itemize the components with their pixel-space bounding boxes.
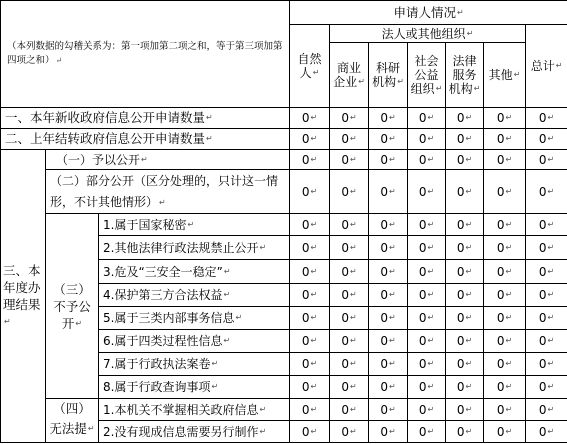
cell: 0↵	[484, 214, 526, 236]
cell: 0↵	[526, 170, 567, 214]
cell: 0↵	[330, 129, 369, 150]
cell: 0↵	[330, 150, 369, 170]
cell: 0↵	[290, 150, 330, 170]
cell: 0↵	[446, 150, 484, 170]
social-header: 社会公益组织↵	[408, 43, 446, 108]
cell: 0↵	[290, 214, 330, 236]
cell: 0↵	[330, 330, 369, 353]
row-label: 5.属于三类内部事务信息↵	[99, 307, 290, 330]
cell: 0↵	[369, 214, 408, 236]
cell: 0↵	[408, 330, 446, 353]
cell: 0↵	[369, 260, 408, 284]
cell: 0↵	[446, 330, 484, 353]
cell: 0↵	[330, 236, 369, 260]
cell: 0↵	[290, 376, 330, 399]
cell: 0↵	[369, 307, 408, 330]
cell: 0↵	[330, 307, 369, 330]
cell: 0↵	[408, 236, 446, 260]
row-label: 8.属于行政查询事项↵	[99, 376, 290, 399]
table-row	[1, 150, 567, 170]
cell: 0↵	[408, 260, 446, 284]
table-row	[1, 108, 567, 129]
cell: 0↵	[526, 108, 567, 129]
row-label: 4.保护第三方合法权益↵	[99, 284, 290, 307]
row-label: （一）予以公开↵	[46, 150, 290, 170]
cell: 0↵	[526, 330, 567, 353]
total-header: 总计↵	[526, 25, 567, 108]
cell: 0↵	[369, 421, 408, 443]
cell: 0↵	[484, 150, 526, 170]
cell: 0↵	[330, 214, 369, 236]
cell: 0↵	[330, 284, 369, 307]
table-row	[1, 170, 567, 214]
cell: 0↵	[446, 170, 484, 214]
cell: 0↵	[484, 108, 526, 129]
row-label: 2.其他法律行政法规禁止公开↵	[99, 236, 290, 260]
natural-person-header: 自然人↵	[290, 25, 330, 108]
cell: 0↵	[446, 108, 484, 129]
cell: 0↵	[526, 307, 567, 330]
row-label: 2.没有现成信息需要另行制作↵	[99, 421, 290, 443]
cell: 0↵	[446, 307, 484, 330]
cell: 0↵	[526, 421, 567, 443]
cell: 0↵	[290, 307, 330, 330]
cell: 0↵	[369, 399, 408, 421]
cell: 0↵	[484, 260, 526, 284]
cell: 0↵	[484, 353, 526, 376]
cell: 0↵	[446, 214, 484, 236]
cell: 0↵	[484, 170, 526, 214]
cell: 0↵	[526, 260, 567, 284]
applicant-info-header: 申请人情况↵	[290, 1, 567, 25]
cell: 0↵	[446, 421, 484, 443]
cell: 0↵	[290, 284, 330, 307]
cell: 0↵	[484, 330, 526, 353]
cell: 0↵	[484, 129, 526, 150]
research-header: 科研机构↵	[369, 43, 408, 108]
cell: 0↵	[408, 150, 446, 170]
cell: 0↵	[446, 376, 484, 399]
cell: 0↵	[408, 214, 446, 236]
withhold-category-label: （三）不予公开↵	[46, 214, 99, 399]
cell: 0↵	[369, 284, 408, 307]
table-row	[1, 129, 567, 150]
other-header: 其他↵	[484, 43, 526, 108]
cell: 0↵	[526, 353, 567, 376]
cell: 0↵	[446, 129, 484, 150]
cell: 0↵	[290, 236, 330, 260]
row-label: 1.属于国家秘密↵	[99, 214, 290, 236]
row-label: 1.本机关不掌握相关政府信息↵	[99, 399, 290, 421]
cell: 0↵	[408, 353, 446, 376]
row-label: 3.危及“三安全一稳定”↵	[99, 260, 290, 284]
table-row	[1, 399, 567, 421]
cell: 0↵	[484, 284, 526, 307]
cell: 0↵	[369, 150, 408, 170]
legal-other-header: 法人或其他组织↵	[330, 25, 526, 43]
cell: 0↵	[408, 307, 446, 330]
legal-service-header: 法律服务机构↵	[446, 43, 484, 108]
row-label: 6.属于四类过程性信息↵	[99, 330, 290, 353]
cell: 0↵	[290, 330, 330, 353]
cell: 0↵	[408, 399, 446, 421]
cell: 0↵	[484, 421, 526, 443]
cell: 0↵	[484, 307, 526, 330]
cell: 0↵	[484, 376, 526, 399]
cell: 0↵	[446, 284, 484, 307]
cell: 0↵	[369, 170, 408, 214]
cell: 0↵	[526, 236, 567, 260]
cell: 0↵	[484, 399, 526, 421]
cell: 0↵	[526, 129, 567, 150]
cell: 0↵	[290, 260, 330, 284]
cell: 0↵	[330, 260, 369, 284]
cell: 0↵	[408, 284, 446, 307]
cell: 0↵	[446, 399, 484, 421]
cell: 0↵	[290, 108, 330, 129]
relation-note: （本列数据的勾稽关系为：第一项加第二项之和，等于第三项加第四项之和）↵	[1, 1, 290, 108]
cell: 0↵	[408, 421, 446, 443]
cell: 0↵	[526, 284, 567, 307]
cell: 0↵	[408, 108, 446, 129]
cell: 0↵	[290, 399, 330, 421]
cell: 0↵	[369, 129, 408, 150]
cell: 0↵	[408, 376, 446, 399]
cell: 0↵	[526, 214, 567, 236]
cell: 0↵	[408, 129, 446, 150]
cell: 0↵	[446, 236, 484, 260]
cell: 0↵	[369, 376, 408, 399]
commercial-header: 商业企业↵	[330, 43, 369, 108]
cell: 0↵	[330, 353, 369, 376]
cell: 0↵	[330, 421, 369, 443]
cell: 0↵	[330, 399, 369, 421]
cell: 0↵	[369, 108, 408, 129]
cell: 0↵	[330, 170, 369, 214]
cell: 0↵	[290, 421, 330, 443]
cell: 0↵	[290, 170, 330, 214]
result-category-label: 三、本年度办理结果↵	[1, 150, 46, 443]
row-label: （二）部分公开（区分处理的，只计这一情形，不计其他情形）↵	[46, 170, 290, 214]
cell: 0↵	[369, 353, 408, 376]
cell: 0↵	[369, 330, 408, 353]
cell: 0↵	[330, 376, 369, 399]
cell: 0↵	[446, 353, 484, 376]
cell: 0↵	[484, 236, 526, 260]
cell: 0↵	[526, 399, 567, 421]
cell: 0↵	[526, 376, 567, 399]
cell: 0↵	[369, 236, 408, 260]
unable-category-label: （四）无法提↵	[46, 399, 99, 443]
cell: 0↵	[408, 170, 446, 214]
cell: 0↵	[290, 129, 330, 150]
cell: 0↵	[526, 150, 567, 170]
row-label: 7.属于行政执法案卷↵	[99, 353, 290, 376]
row-label: 二、上年结转政府信息公开申请数量↵	[1, 129, 290, 150]
cell: 0↵	[330, 108, 369, 129]
table-row	[1, 214, 567, 236]
cell: 0↵	[290, 353, 330, 376]
row-label: 一、本年新收政府信息公开申请数量↵	[1, 108, 290, 129]
cell: 0↵	[446, 260, 484, 284]
